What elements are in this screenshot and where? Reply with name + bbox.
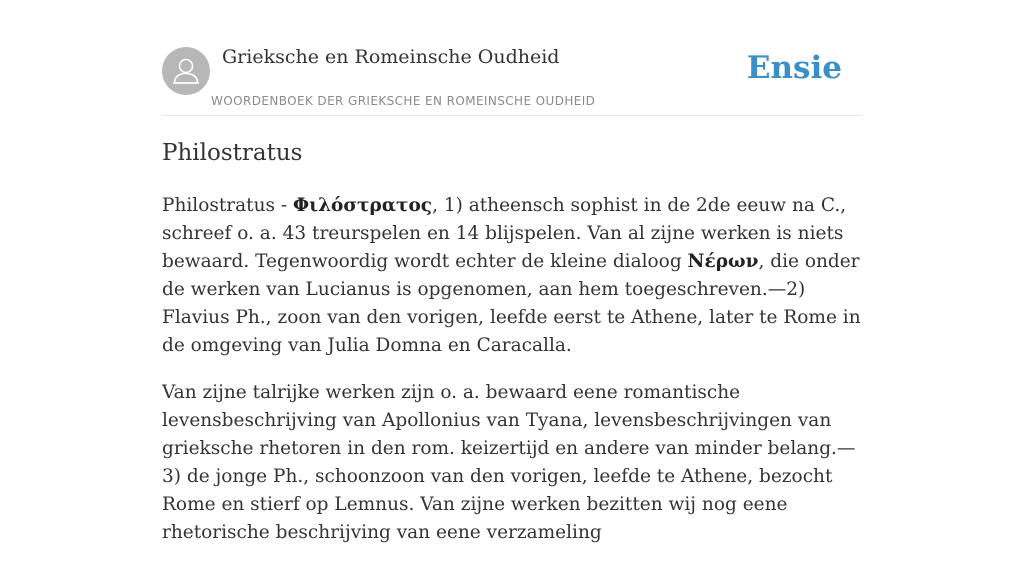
entry-paragraph-2: Van zijne talrijke werken zijn o. a. bewaard eene romantische levensbeschrijving van Apollonius van Tyana, levensbeschrijvingen van grieksche rhetoren in den rom. keizertijd en andere van minder belang.—3) de jonge Ph., schoonzoon van den vorigen, leefde te Athene, bezocht Rome en stierf op Lemnus. Van zijne werken bezitten wij nog eene rhetorische beschrijving van eene verzameling xyxy=(162,382,856,543)
entry-title: Philostratus xyxy=(162,140,303,166)
header xyxy=(162,0,862,116)
greek-term: Φιλόστρατος xyxy=(293,195,433,216)
avatar[interactable] xyxy=(162,47,210,95)
book-title-link[interactable]: Grieksche en Romeinsche Oudheid xyxy=(222,46,560,68)
entry-text: , die onder de werken van Lucianus is opgenomen, aan hem toegeschreven.—2) Flavius Ph., zoon van den vorigen, leefde eerst te Athene, later te Rome in de omgeving van Julia Domna en Caracalla. xyxy=(162,251,861,356)
greek-term: Νέρων xyxy=(687,251,759,272)
user-icon xyxy=(162,47,210,95)
entry-paragraph-1 xyxy=(162,192,864,360)
book-subtitle: WOORDENBOEK DER GRIEKSCHE EN ROMEINSCHE OUDHEID xyxy=(211,94,596,108)
entry-content xyxy=(162,192,864,566)
entry-text: Philostratus - xyxy=(162,195,293,216)
ensie-logo-link[interactable]: Ensie xyxy=(746,50,842,86)
entry-text: , 1) atheensch sophist in de 2de eeuw na C., schreef o. a. 43 treurspelen en 14 blijspelen. Van al zijne werken is niets bewaard. Tegenwoordig wordt echter de kleine dialoog xyxy=(162,195,847,272)
